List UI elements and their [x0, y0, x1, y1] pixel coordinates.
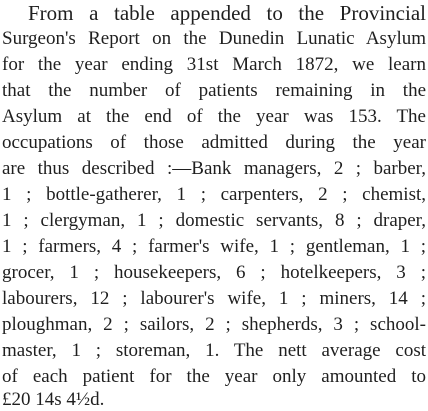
article-line: From a table appended to the Provincial	[28, 1, 426, 25]
newspaper-article	[2, 0, 426, 411]
article-line: for the year ending 31st March 1872, we learn	[2, 54, 426, 75]
article-line: master, 1 ; storeman, 1. The nett average cost	[2, 340, 426, 361]
article-line: are thus described :—Bank managers, 2 ; barber,	[2, 158, 426, 179]
article-line: £20 14s 4½d.	[2, 389, 105, 410]
article-line: 1 ; clergyman, 1 ; domestic servants, 8 ; draper,	[2, 210, 426, 231]
article-line: of each patient for the year only amounted to	[2, 366, 426, 387]
article-line: 1 ; bottle-gatherer, 1 ; carpenters, 2 ; chemist,	[2, 184, 426, 205]
article-line: Surgeon's Report on the Dunedin Lunatic Asylum	[2, 28, 426, 49]
article-line: that the number of patients remaining in the	[2, 80, 426, 101]
article-line: Asylum at the end of the year was 153. The	[2, 106, 426, 127]
article-line: grocer, 1 ; housekeepers, 6 ; hotelkeepers, 3 ;	[2, 262, 426, 283]
article-line: labourers, 12 ; labourer's wife, 1 ; miners, 14 ;	[2, 288, 426, 309]
article-line: ploughman, 2 ; sailors, 2 ; shepherds, 3 ; school-	[2, 314, 426, 335]
article-line: occupations of those admitted during the year	[2, 132, 426, 153]
article-line: 1 ; farmers, 4 ; farmer's wife, 1 ; gentleman, 1 ;	[2, 236, 426, 257]
